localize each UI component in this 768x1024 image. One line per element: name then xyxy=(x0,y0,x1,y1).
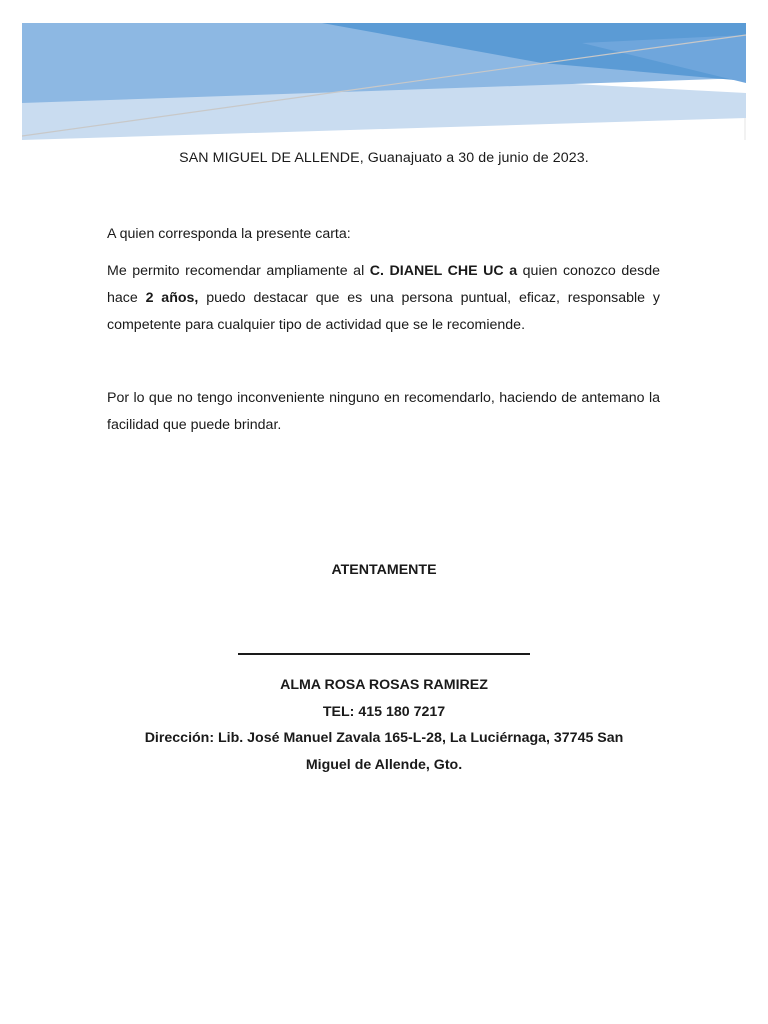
paragraph-text: quien conozco desde hace xyxy=(107,263,660,306)
signer-name: ALMA ROSA ROSAS RAMIREZ xyxy=(280,677,488,693)
paragraph-text: puedo destacar que es una persona puntual, eficaz, responsable y competente para cualquier tipo de actividad que se le recomiende. xyxy=(107,290,660,333)
signer-address-line-2: Miguel de Allende, Gto. xyxy=(305,756,463,773)
header-banner-graphic xyxy=(22,23,746,140)
closing-atentamente: ATENTAMENTE xyxy=(331,562,437,578)
paragraph-text: Me permito recomendar ampliamente al xyxy=(107,263,370,279)
signature-block xyxy=(120,672,648,778)
signature-line xyxy=(238,653,530,655)
signer-phone: TEL: 415 180 7217 xyxy=(322,703,446,720)
recommendation-paragraph xyxy=(107,258,660,339)
signer-address-line-1: Dirección: Lib. José Manuel Zavala 165-L-28, La Luciérnaga, 37745 San xyxy=(144,730,624,746)
header-banner xyxy=(22,23,746,140)
recommended-person-name: C. DIANEL CHE UC a xyxy=(369,263,518,279)
salutation: A quien corresponda la presente carta: xyxy=(107,226,351,242)
closing-paragraph: Por lo que no tengo inconveniente ninguno en recomendarlo, haciendo de antemano la facilidad que puede brindar. xyxy=(107,390,660,433)
date-line: SAN MIGUEL DE ALLENDE, Guanajuato a 30 de junio de 2023. xyxy=(179,150,589,166)
years-known: 2 años, xyxy=(145,290,199,306)
